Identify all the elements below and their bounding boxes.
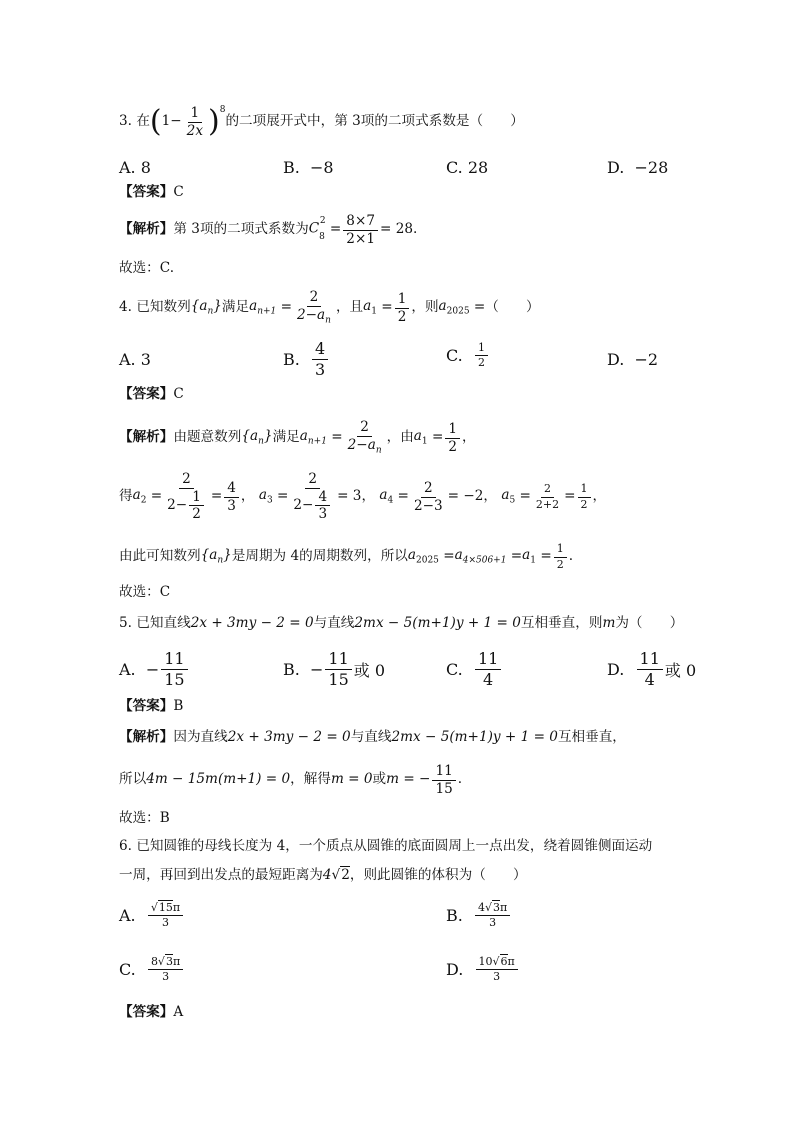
q6-option-b[interactable]: B. $\frac{4√3\pi}{3}$ [446,902,512,929]
q3-option-d-value: −28 [634,158,669,177]
q5-stem: 5. 已知直线 2x + 3my − 2 = 0 与直线 2mx − 5(m+1)y + 1 = 0 互相垂直，则 m 为（ ） [119,615,684,632]
q3-conclusion: 故选：C. [119,260,175,276]
q3-expression: ( 1− $\frac{1}{2x}$ ) $^8$ [149,104,226,139]
q4-answer: 【答案】 C [119,386,184,402]
q3-pre: 在 [136,113,150,130]
q3-analysis: 【解析】 第 3项的二项式系数为 $C_8^2$ = $\frac{8\times 7}{2\times 1}$ = 28 . [119,212,418,247]
q6-option-c[interactable]: C. $\frac{8√3\pi}{3}$ [119,956,185,983]
q3-post: 的二项展开式中，第 3项的二项式系数是（ ） [225,113,524,130]
q5-answer: 【答案】 B [119,698,184,714]
q5-option-b[interactable]: B. − $\frac{11}{15}$ 或 0 [283,649,386,689]
q6-option-d[interactable]: D. $\frac{10√6\pi}{3}$ [446,956,520,983]
q4-option-c[interactable]: C. $\frac{1}{2}$ [446,342,490,369]
q6-answer: 【答案】 A [119,1004,184,1020]
q6-stem-line2: 一周，再回到出发点的最短距离为 4√2 ，则此圆锥的体积为（ ） [119,867,527,884]
q3-answer: 【答案】 C [119,184,184,200]
q5-option-c[interactable]: C. $\frac{11}{4}$ [446,650,503,688]
q4-analysis-line3: 由此可知数列 $\{a_n\}$ 是周期为 4的周期数列，所以 $a_{2025}$ = $a_{4\times 506+1}$ = $a_1$ = $\frac{1}{2}$ . [119,542,574,571]
q3-option-d[interactable]: D. −28 [607,158,669,177]
q4-analysis-line2: 得 $a_2$ = 2 2− $\frac{1}{2}$ = $\frac{4}{3}$ ， $a_3$ = 2 2− $\frac{4}{3}$ = 3 ， $a_4$ = $\frac{2}{2-3}$ = −2 ， $a_5$ = $\frac{2}{2+2}$ = $\frac{1}{2}$ ， [119,470,607,523]
q5-analysis-line2: 所以 4m − 15m(m+1) = 0 ，解得 m = 0 或 m = − $\frac{11}{15}$ . [119,762,463,797]
q5-conclusion: 故选：B [119,810,170,826]
q5-option-d[interactable]: D. $\frac{11}{4}$ 或 0 [607,649,697,689]
q5-analysis: 【解析】 因为直线 2x + 3my − 2 = 0 与直线 2mx − 5(m+1)y + 1 = 0 互相垂直， [119,729,626,746]
q4-option-b[interactable]: B. $\frac{4}{3}$ [283,340,330,378]
q6-stem-line1: 6. 已知圆锥的母线长度为 4，一个质点从圆锥的底面圆周上一点出发，绕着圆锥侧面运动 [119,838,653,854]
q3-exponent: 8 [219,104,226,115]
q6-option-a[interactable]: A. $\frac{√15\pi}{3}$ [119,902,185,929]
q3-option-a[interactable]: A. 8 [119,158,151,177]
q4-conclusion: 故选：C [119,584,171,600]
q3-stem [119,105,764,139]
q4-analysis: 【解析】 由题意数列 $\{a_n\}$ 满足 $a_{n+1}$ = $\frac{2}{2-a_n}$ ，由 $a_1$ = $\frac{1}{2}$ ， [119,418,476,456]
q4-option-d[interactable]: D. −2 [607,350,659,369]
q4-stem: 4. 已知数列 $\{a_n\}$ 满足 $a_{n+1}$ = $\frac{2}{2-a_n}$ ，且 $a_1$ = $\frac{1}{2}$ ，则 $a_{2025}$ = （ ） [119,288,540,326]
q3-option-b-value: −8 [310,158,334,177]
q5-option-a[interactable]: A. − $\frac{11}{15}$ [119,650,190,688]
q3-number: 3. [119,113,132,130]
q4-option-a[interactable]: A. 3 [119,350,151,369]
q3-option-c[interactable]: C. 28 [446,158,489,177]
q3-option-b[interactable]: B. −8 [283,158,334,177]
